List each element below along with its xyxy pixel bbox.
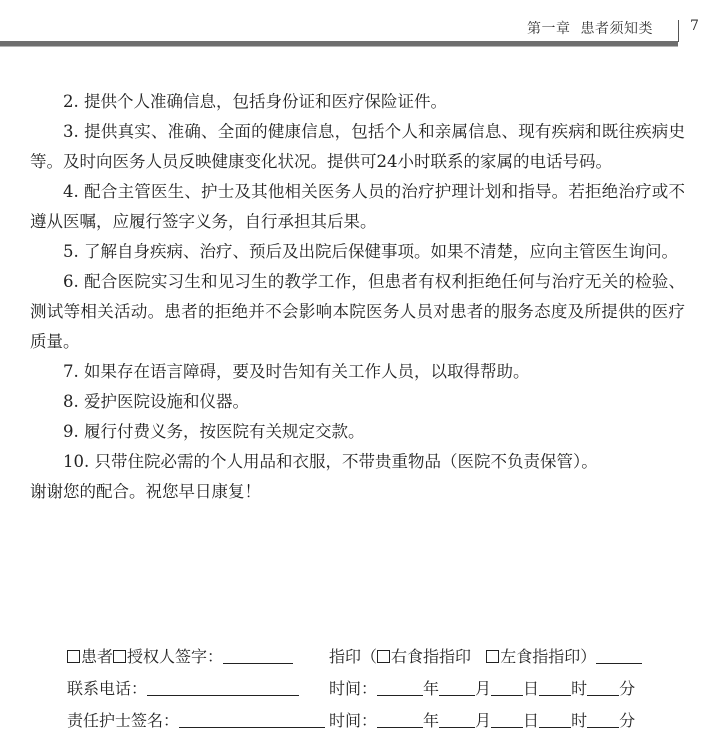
signature-row-phone bbox=[67, 673, 687, 705]
day-blank[interactable] bbox=[491, 675, 523, 696]
minute-blank[interactable] bbox=[587, 675, 619, 696]
month-blank[interactable] bbox=[439, 675, 475, 696]
year-blank[interactable] bbox=[377, 675, 423, 696]
item-6: 6. 配合医院实习生和见习生的教学工作，但患者有权利拒绝任何与治疗无关的检验、测试等相关活动。患者的拒绝并不会影响本院医务人员对患者的服务态度及所提供的医疗质量。 bbox=[30, 272, 685, 351]
minute-label: 分 bbox=[619, 679, 636, 698]
running-head bbox=[527, 18, 653, 38]
section-label: 患者须知类 bbox=[580, 21, 653, 37]
chapter-label: 第一章 bbox=[527, 21, 571, 37]
item-5: 5. 了解自身疾病、治疗、预后及出院后保健事项。如果不清楚，应向主管医生询问。 bbox=[63, 242, 678, 261]
item-2: 2. 提供个人准确信息，包括身份证和医疗保险证件。 bbox=[63, 92, 447, 111]
item-3: 3. 提供真实、准确、全面的健康信息，包括个人和亲属信息、现有疾病和既往疾病史等。及时向医务人员反映健康变化状况。提供可24小时联系的家属的电话号码。 bbox=[30, 122, 685, 171]
authorized-checkbox[interactable] bbox=[113, 650, 126, 663]
nurse-label: 责任护士签名： bbox=[67, 711, 180, 730]
header-rule-shadow bbox=[0, 46, 678, 47]
hour-blank-2[interactable] bbox=[539, 707, 571, 728]
right-index-checkbox[interactable] bbox=[377, 650, 390, 663]
fingerprint-label: 指印（ bbox=[329, 647, 378, 666]
month-label: 月 bbox=[475, 679, 492, 698]
closing-text: 谢谢您的配合。祝您早日康复！ bbox=[30, 482, 261, 501]
hour-label: 时 bbox=[571, 679, 588, 698]
notice-body bbox=[30, 87, 685, 507]
minute-label-2: 分 bbox=[619, 711, 636, 730]
signature-row-patient bbox=[67, 641, 687, 673]
item-8: 8. 爱护医院设施和仪器。 bbox=[63, 392, 249, 411]
fingerprint-blank[interactable] bbox=[596, 643, 642, 664]
patient-checkbox[interactable] bbox=[67, 650, 80, 663]
item-7: 7. 如果存在语言障碍，要及时告知有关工作人员，以取得帮助。 bbox=[63, 362, 530, 381]
header-divider bbox=[678, 20, 679, 42]
left-index-checkbox[interactable] bbox=[486, 650, 499, 663]
signature-row-nurse bbox=[67, 705, 687, 737]
right-index-label: 右食指指印 bbox=[391, 647, 472, 666]
phone-label: 联系电话： bbox=[67, 679, 148, 698]
item-9: 9. 履行付费义务，按医院有关规定交款。 bbox=[63, 422, 365, 441]
time-label-2: 时间： bbox=[329, 711, 378, 730]
time-label: 时间： bbox=[329, 679, 378, 698]
day-label-2: 日 bbox=[523, 711, 540, 730]
left-index-label: 左食指指印） bbox=[500, 647, 597, 666]
day-label: 日 bbox=[523, 679, 540, 698]
patient-label: 患者 bbox=[81, 647, 114, 666]
hour-label-2: 时 bbox=[571, 711, 588, 730]
day-blank-2[interactable] bbox=[491, 707, 523, 728]
signature-block bbox=[67, 641, 687, 737]
month-label-2: 月 bbox=[475, 711, 492, 730]
year-blank-2[interactable] bbox=[377, 707, 423, 728]
nurse-blank[interactable] bbox=[179, 707, 325, 728]
page-number: 7 bbox=[690, 18, 699, 34]
month-blank-2[interactable] bbox=[439, 707, 475, 728]
phone-blank[interactable] bbox=[147, 675, 299, 696]
year-label-2: 年 bbox=[423, 711, 440, 730]
item-4: 4. 配合主管医生、护士及其他相关医务人员的治疗护理计划和指导。若拒绝治疗或不遵从医嘱，应履行签字义务，自行承担其后果。 bbox=[30, 182, 685, 231]
year-label: 年 bbox=[423, 679, 440, 698]
item-10: 10. 只带住院必需的个人用品和衣服，不带贵重物品（医院不负责保管）。 bbox=[63, 452, 598, 471]
hour-blank[interactable] bbox=[539, 675, 571, 696]
minute-blank-2[interactable] bbox=[587, 707, 619, 728]
signature-blank[interactable] bbox=[223, 643, 293, 664]
authorized-label: 授权人签字： bbox=[127, 647, 224, 666]
